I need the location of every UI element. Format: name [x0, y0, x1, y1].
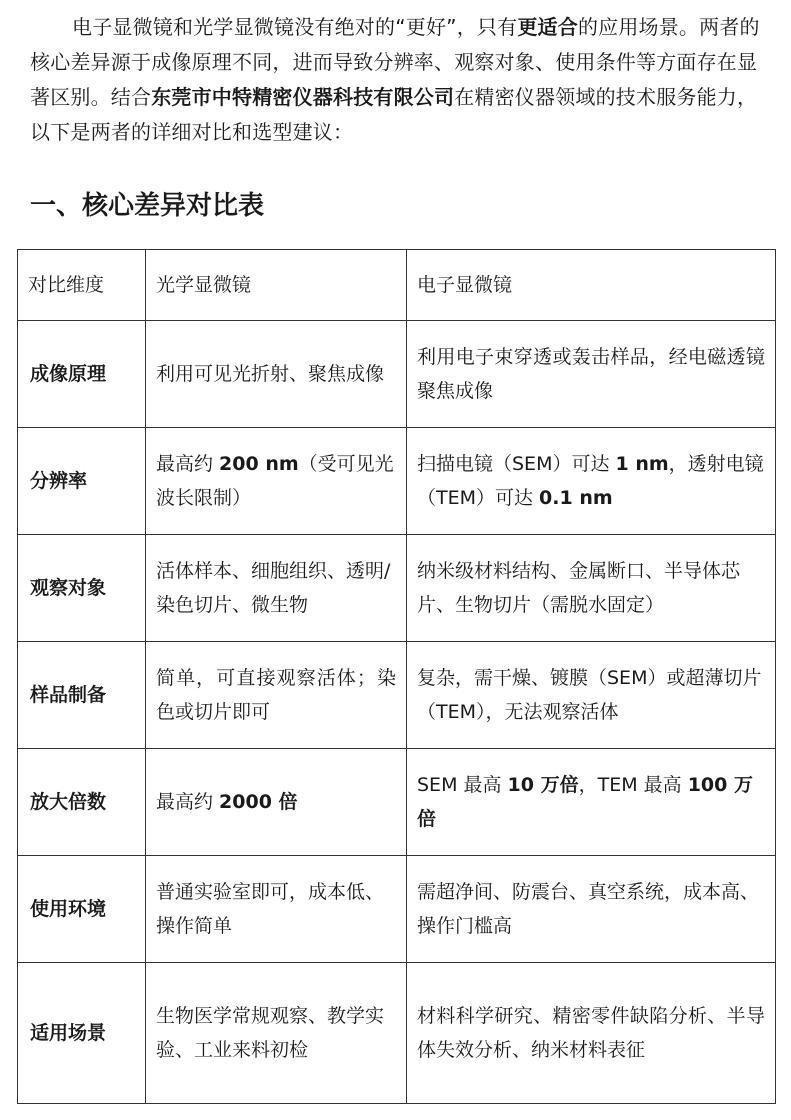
row-electron: 纳米级材料结构、金属断口、半导体芯片、生物切片（需脱水固定）	[407, 535, 776, 642]
row-dimension: 观察对象	[18, 535, 146, 642]
table-row	[18, 535, 776, 642]
row-electron	[407, 749, 776, 856]
intro-bold-1: 更适合	[517, 15, 578, 39]
row-optical: 活体样本、细胞组织、透明/染色切片、微生物	[146, 535, 407, 642]
row-optical: 简单，可直接观察活体；染色或切片即可	[146, 642, 407, 749]
row-dimension: 分辨率	[18, 428, 146, 535]
table-row	[18, 856, 776, 963]
row-dimension: 适用场景	[18, 963, 146, 1104]
cell-text: 最高约	[156, 791, 220, 813]
cell-bold: 0.1 nm	[539, 487, 613, 509]
row-dimension: 样品制备	[18, 642, 146, 749]
row-electron: 利用电子束穿透或轰击样品，经电磁透镜聚焦成像	[407, 321, 776, 428]
cell-bold: 1 nm	[615, 453, 669, 475]
header-optical: 光学显微镜	[146, 250, 407, 321]
row-electron	[407, 428, 776, 535]
table-header-row	[18, 250, 776, 321]
cell-bold: 10 万倍	[507, 774, 579, 796]
cell-bold: 2000 倍	[219, 791, 298, 813]
cell-bold: 100 万倍	[417, 774, 753, 830]
row-optical	[146, 428, 407, 535]
table-row	[18, 321, 776, 428]
row-optical: 利用可见光折射、聚焦成像	[146, 321, 407, 428]
row-dimension: 放大倍数	[18, 749, 146, 856]
table-row	[18, 749, 776, 856]
intro-text-2: 的应用场景。两者的核心差异源于成像原理不同，进而导致分辨率、观察对象、使用条件等方面存在显著区别。结合	[30, 15, 760, 109]
cell-text: ，TEM 最高	[578, 774, 688, 796]
intro-paragraph	[30, 10, 765, 150]
intro-company-name: 东莞市中特精密仪器科技有限公司	[151, 85, 455, 109]
cell-text: ，透射电镜（TEM）可达	[417, 453, 764, 509]
header-electron: 电子显微镜	[407, 250, 776, 321]
table-row	[18, 428, 776, 535]
cell-text: SEM 最高	[417, 774, 508, 796]
table-row	[18, 642, 776, 749]
comparison-table	[17, 249, 776, 1104]
row-electron: 材料科学研究、精密零件缺陷分析、半导体失效分析、纳米材料表征	[407, 963, 776, 1104]
intro-text-3: 在精密仪器领域的技术服务能力，以下是两者的详细对比和选型建议：	[30, 85, 758, 144]
row-optical: 普通实验室即可，成本低、操作简单	[146, 856, 407, 963]
cell-bold: 200 nm	[219, 453, 299, 475]
cell-text: 最高约	[156, 453, 220, 475]
header-dimension: 对比维度	[18, 250, 146, 321]
intro-text-1: 电子显微镜和光学显微镜没有绝对的“更好”，只有	[72, 15, 518, 39]
row-dimension: 成像原理	[18, 321, 146, 428]
cell-text: 扫描电镜（SEM）可达	[417, 453, 616, 475]
row-electron: 复杂，需干燥、镀膜（SEM）或超薄切片（TEM），无法观察活体	[407, 642, 776, 749]
table-row	[18, 963, 776, 1104]
cell-text: （受可见光波长限制）	[156, 453, 394, 509]
section-title: 一、核心差异对比表	[30, 191, 265, 221]
row-optical: 生物医学常规观察、教学实验、工业来料初检	[146, 963, 407, 1104]
row-optical	[146, 749, 407, 856]
row-electron: 需超净间、防震台、真空系统，成本高、操作门槛高	[407, 856, 776, 963]
row-dimension: 使用环境	[18, 856, 146, 963]
